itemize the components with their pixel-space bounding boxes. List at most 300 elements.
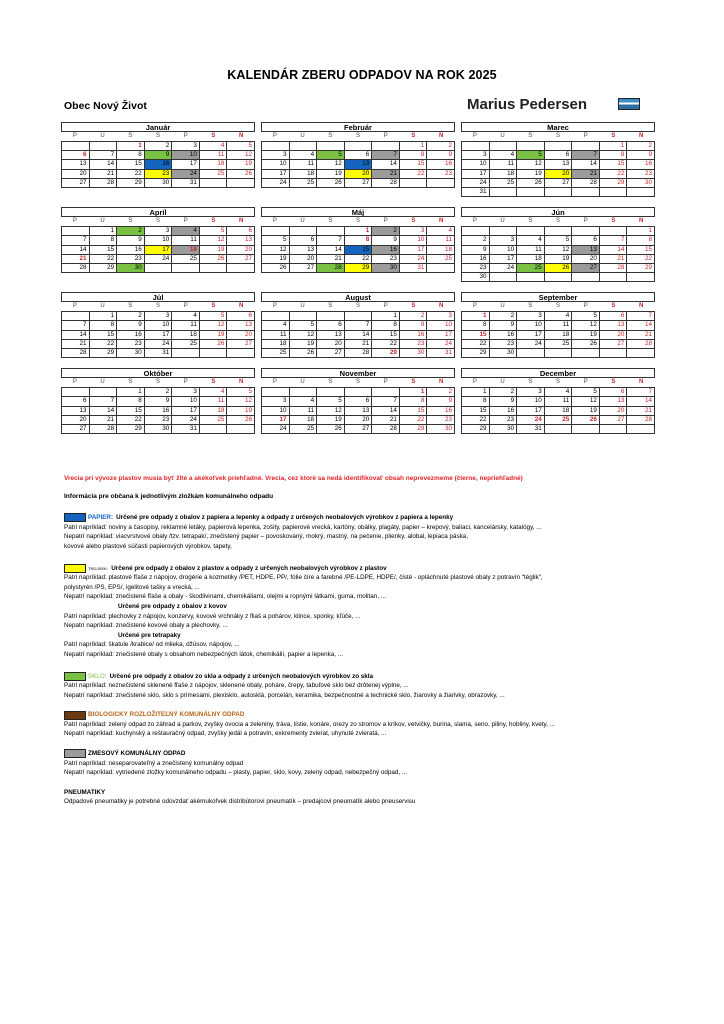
month-name: Máj [261,207,455,217]
glass-line: Nepatrí napríklad: znečistené sklo, sklo s prímesami, plexisklo, autosklá, porcelán, keramika, bezpečnostné a technické sklo, žiarovky a žiarivky, obrazovky, ... [64,691,505,699]
day-cell: 27 [62,179,90,188]
day-cell: 4 [290,151,318,160]
day-cell: 27 [317,349,345,358]
day-cell: 20 [62,416,90,425]
day-cell: 17 [462,170,490,179]
plastic-title: Určené pre odpady z obalov z plastov a odpady z určených neobalových výrobkov z plastov [111,564,387,572]
day-cell: 10 [145,321,173,330]
month-name: December [461,368,655,378]
day-cell [62,312,90,321]
day-cell: 4 [262,321,290,330]
weekday-label: U [100,303,105,310]
day-cell: 6 [227,227,255,236]
weekday-label: P [583,303,588,310]
day-cell: 10 [517,321,545,330]
day-cell: 26 [200,340,228,349]
day-cell [290,312,318,321]
day-cell: 1 [117,142,145,151]
day-cell: 15 [400,160,428,169]
metal-title: Určené pre odpady z obalov z kovov [118,602,227,610]
day-cell: 4 [290,397,318,406]
day-cell: 25 [427,255,455,264]
day-cell: 17 [427,331,455,340]
day-cell: 26 [572,340,600,349]
day-cell: 8 [627,236,655,245]
weekday-label: P [472,379,477,386]
day-cell: 12 [200,321,228,330]
day-cell [345,142,373,151]
day-cell: 11 [490,160,518,169]
day-cell: 23 [427,170,455,179]
day-cell: 4 [172,312,200,321]
day-cell: 26 [572,416,600,425]
glass-tag: SKLO: [88,672,107,680]
day-cell: 11 [427,236,455,245]
day-cell: 16 [462,255,490,264]
day-cell: 5 [572,312,600,321]
day-cell [62,227,90,236]
day-cell: 9 [462,246,490,255]
day-cell: 31 [427,349,455,358]
day-cell: 18 [262,340,290,349]
day-cell: 25 [545,340,573,349]
day-cell: 22 [462,340,490,349]
day-cell: 18 [427,246,455,255]
day-cell: 22 [90,340,118,349]
weekday-label: P [183,133,188,139]
day-cell: 5 [572,388,600,397]
day-cell: 27 [600,340,628,349]
weekday-header [261,132,455,141]
day-cell: 19 [262,255,290,264]
day-cell: 28 [372,179,400,188]
day-cell: 31 [172,179,200,188]
day-cell: 11 [290,160,318,169]
weekday-label: U [300,218,305,225]
day-cell: 1 [90,227,118,236]
day-cell: 27 [345,179,373,188]
day-cell [517,349,545,358]
paper-line: Nepatrí napríklad: viacvrstvové obaly /tzv. tetrapak/, znečistený papier – povoskovaný, mokrý, mastný, na pečenie, plienky, alobal, lepiaca páska, [64,533,469,541]
glass-title: Určené pre odpady z obalov zo skla a odpady z určených neobalových výrobkov zo skla [109,672,374,680]
day-cell: 23 [400,340,428,349]
weekday-label: N [238,218,244,225]
day-cell [345,388,373,397]
month-calendar [261,122,455,197]
day-cell: 28 [627,340,655,349]
weekday-label: P [383,303,388,310]
weekday-label: S [528,133,533,139]
day-cell: 13 [290,246,318,255]
calendar-grid [61,122,655,434]
day-cell: 17 [172,160,200,169]
day-cell: 3 [517,388,545,397]
day-cell: 21 [62,340,90,349]
day-cell: 21 [90,416,118,425]
day-cell: 27 [545,179,573,188]
plastic-line: polystyrén /PS, EPS/, igelitové tašky a vrecká, ... [64,583,200,591]
day-cell [572,273,600,282]
day-cell: 26 [227,416,255,425]
bio-title: BIOLOGICKY ROZLOŽITEĽNÝ KOMUNÁLNY ODPAD [88,711,245,719]
day-cell: 29 [345,264,373,273]
day-cell [427,179,455,188]
day-cell: 30 [462,273,490,282]
day-cell: 1 [400,142,428,151]
day-cell: 5 [317,397,345,406]
day-cell: 14 [62,331,90,340]
weekday-label: Š [355,303,360,310]
day-cell: 4 [490,151,518,160]
day-cell [600,227,628,236]
day-cell: 9 [400,321,428,330]
day-cell: 17 [517,407,545,416]
weekday-label: N [438,303,444,310]
day-cell: 16 [427,407,455,416]
day-cell: 20 [62,170,90,179]
weekday-label: S [611,133,616,139]
day-cell [627,425,655,434]
day-cell: 26 [317,179,345,188]
weekday-label: Š [355,133,360,139]
weekday-label: Š [555,133,560,139]
month-name: Apríl [61,207,255,217]
day-cell: 14 [627,321,655,330]
day-cell: 9 [145,151,173,160]
paper-tag: PAPIER: [88,514,114,522]
day-cell: 21 [627,331,655,340]
day-cell: 17 [262,170,290,179]
day-cell: 12 [545,246,573,255]
day-cell: 26 [545,264,573,273]
weekday-label: U [100,133,105,139]
day-cell: 2 [627,142,655,151]
day-cell: 31 [172,425,200,434]
day-cell: 10 [172,151,200,160]
day-cell: 30 [490,349,518,358]
month-calendar [61,292,255,358]
day-cell: 21 [62,255,90,264]
day-cell [545,425,573,434]
day-cell: 9 [117,321,145,330]
day-cell [600,188,628,197]
day-cell: 16 [117,331,145,340]
section-tires [64,788,684,807]
tetra-line: Nepatrí napríklad: znečistené obaly s obsahom nebezpečných látok, chemikálií, papier a lepenka, ... [64,650,343,658]
day-cell: 30 [145,425,173,434]
day-cell [517,188,545,197]
day-cell: 2 [490,388,518,397]
day-cell: 28 [317,264,345,273]
weekday-header [261,217,455,226]
day-cell: 30 [490,425,518,434]
day-cell: 29 [117,425,145,434]
day-cell [227,425,255,434]
day-cell: 3 [172,388,200,397]
day-cell [490,188,518,197]
month-calendar [461,207,655,282]
day-cell: 23 [145,170,173,179]
tetra-title: Určené pre tetrapaky [118,631,181,639]
day-cell [290,142,318,151]
day-cell: 26 [227,170,255,179]
day-cell [90,388,118,397]
weekday-label: N [438,133,444,139]
day-cell [600,273,628,282]
day-cell: 19 [545,255,573,264]
weekday-label: P [272,303,277,310]
days-grid [61,226,255,273]
day-cell: 12 [572,397,600,406]
day-cell: 28 [372,425,400,434]
weekday-label: P [72,133,77,139]
day-cell: 8 [400,151,428,160]
day-cell: 24 [517,416,545,425]
weekday-header [461,378,655,387]
day-cell: 17 [400,246,428,255]
day-cell: 1 [345,227,373,236]
day-cell: 22 [627,255,655,264]
day-cell: 18 [290,170,318,179]
day-cell: 11 [172,236,200,245]
month-name: November [261,368,455,378]
weekday-label: S [128,133,133,139]
day-cell: 24 [172,416,200,425]
day-cell: 23 [490,340,518,349]
weekday-label: P [72,379,77,386]
day-cell: 16 [145,160,173,169]
tires-line: Odpadové pneumatiky je potrebné odovzdať akémukoľvek distribútorovi pneumatík – predajcovi pneumatík alebo pneuservisu [64,798,416,806]
weekday-label: N [638,379,644,386]
month-name: Marec [461,122,655,132]
day-cell: 13 [62,160,90,169]
day-cell: 2 [400,312,428,321]
day-cell: 15 [117,407,145,416]
day-cell: 24 [490,264,518,273]
weekday-label: U [100,379,105,386]
weekday-label: P [383,133,388,139]
month-calendar [461,122,655,197]
day-cell: 7 [372,397,400,406]
days-grid [461,387,655,434]
day-cell: 23 [427,416,455,425]
day-cell [227,179,255,188]
days-grid [261,387,455,434]
month-name: Jún [461,207,655,217]
day-cell: 7 [627,388,655,397]
day-cell: 12 [317,407,345,416]
day-cell: 11 [517,246,545,255]
day-cell: 16 [490,407,518,416]
days-grid [61,387,255,434]
day-cell: 8 [600,151,628,160]
day-cell: 3 [400,227,428,236]
day-cell: 1 [400,388,428,397]
weekday-label: U [500,379,505,386]
weekday-label: S [528,218,533,225]
day-cell: 23 [627,170,655,179]
weekday-label: N [438,379,444,386]
day-cell: 26 [290,349,318,358]
tires-title: PNEUMATIKY [64,788,106,796]
glass-line: Patrí napríklad: neznečistené sklenené fľaše z nápojov, sklenené obaly, poháre, črepy, tabuľové sklo bez drôtenej výplne, ... [64,682,409,690]
weekday-label: P [72,303,77,310]
day-cell: 30 [117,349,145,358]
metal-line: Nepatrí napríklad: znečistené kovové obaly a plechovky, ... [64,622,228,630]
day-cell: 31 [145,349,173,358]
day-cell: 7 [90,397,118,406]
weekday-label: U [500,303,505,310]
weekday-label: S [128,303,133,310]
section-paper [64,513,684,551]
day-cell: 2 [117,227,145,236]
day-cell: 14 [600,246,628,255]
day-cell: 13 [600,321,628,330]
days-grid [261,311,455,358]
day-cell: 17 [490,255,518,264]
day-cell: 2 [145,388,173,397]
day-cell: 8 [117,151,145,160]
day-cell [145,264,173,273]
mixed-line: Nepatrí napríklad: vytriedené zložky komunálneho odpadu – plasty, papier, sklo, kovy, zelený odpad, nebezpečný odpad, ... [64,769,408,777]
day-cell: 5 [517,151,545,160]
day-cell: 12 [317,160,345,169]
day-cell [262,227,290,236]
day-cell: 27 [227,255,255,264]
weekday-label: S [128,218,133,225]
day-cell: 23 [372,255,400,264]
mixed-line: Patrí napríklad: neseparovateľný a znečistený komunálny odpad [64,759,244,767]
day-cell: 15 [117,160,145,169]
month-name: Január [61,122,255,132]
company-logo-icon [618,98,640,110]
day-cell: 12 [290,331,318,340]
day-cell: 20 [317,340,345,349]
day-cell [290,388,318,397]
day-cell: 25 [200,416,228,425]
month-calendar [261,207,455,282]
day-cell: 14 [372,160,400,169]
day-cell: 28 [600,264,628,273]
day-cell: 9 [427,151,455,160]
day-cell: 24 [262,425,290,434]
day-cell [517,273,545,282]
day-cell: 7 [345,321,373,330]
day-cell: 7 [62,236,90,245]
day-cell: 25 [172,340,200,349]
day-cell: 3 [145,227,173,236]
day-cell: 15 [90,331,118,340]
metal-line: Patrí napríklad: plechovky z nápojov, konzervy, kovové vrchnáky z fliaš a pohárov, klince, sponky, kľúče, ... [64,612,361,620]
weekday-header [61,217,255,226]
day-cell: 13 [600,397,628,406]
day-cell: 16 [400,331,428,340]
info-heading: Informácia pre občana k jednotlivým zložkám komunálneho odpadu [64,492,274,500]
weekday-label: S [328,303,333,310]
section-plastic [64,564,684,660]
month-calendar [461,292,655,358]
days-grid [461,311,655,358]
day-cell: 24 [145,340,173,349]
weekday-label: P [583,133,588,139]
weekday-label: S [211,379,216,386]
day-cell: 20 [545,170,573,179]
day-cell: 9 [145,397,173,406]
day-cell: 31 [462,188,490,197]
day-cell: 9 [490,397,518,406]
weekday-label: P [583,218,588,225]
day-cell [545,273,573,282]
day-cell: 29 [400,425,428,434]
day-cell: 7 [372,151,400,160]
day-cell [517,227,545,236]
weekday-label: S [328,218,333,225]
day-cell: 3 [427,312,455,321]
day-cell: 5 [545,236,573,245]
day-cell: 16 [627,160,655,169]
days-grid [61,311,255,358]
day-cell [627,349,655,358]
day-cell: 22 [345,255,373,264]
day-cell: 8 [90,321,118,330]
day-cell: 30 [117,264,145,273]
day-cell: 4 [517,236,545,245]
month-name: August [261,292,455,302]
day-cell: 19 [200,246,228,255]
day-cell [545,188,573,197]
day-cell: 22 [372,340,400,349]
day-cell: 8 [462,397,490,406]
day-cell: 8 [345,236,373,245]
paper-line: kovové alebo plastové súčasti papierových výrobkov, tapety, [64,542,232,550]
day-cell [462,227,490,236]
day-cell: 11 [200,397,228,406]
day-cell: 25 [290,425,318,434]
day-cell: 14 [90,160,118,169]
day-cell: 25 [262,349,290,358]
weekday-label: S [128,379,133,386]
weekday-label: P [383,379,388,386]
day-cell: 8 [90,236,118,245]
day-cell [262,312,290,321]
section-bio [64,710,684,739]
weekday-label: Š [355,218,360,225]
day-cell: 26 [517,179,545,188]
day-cell: 20 [572,255,600,264]
weekday-label: N [238,303,244,310]
day-cell: 15 [600,160,628,169]
day-cell: 29 [600,179,628,188]
day-cell: 18 [490,170,518,179]
plastic-color-swatch [64,564,86,573]
weekday-label: Š [155,303,160,310]
day-cell [200,425,228,434]
day-cell: 14 [90,407,118,416]
day-cell: 7 [572,151,600,160]
day-cell: 13 [572,246,600,255]
day-cell: 31 [517,425,545,434]
day-cell: 9 [117,236,145,245]
days-grid [61,141,255,188]
weekday-label: P [583,379,588,386]
day-cell: 22 [90,255,118,264]
bio-line: Patrí napríklad: zelený odpad zo záhrad a parkov, zvyšky ovocia a zeleniny, tráva, lístie, konáre, orezy zo stromov a kríkov, vetvičky, burina, slama, seno, piliny, hobliny, kvety, ... [64,720,555,728]
day-cell [317,312,345,321]
day-cell: 24 [400,255,428,264]
day-cell [372,142,400,151]
day-cell: 16 [372,246,400,255]
day-cell: 20 [290,255,318,264]
